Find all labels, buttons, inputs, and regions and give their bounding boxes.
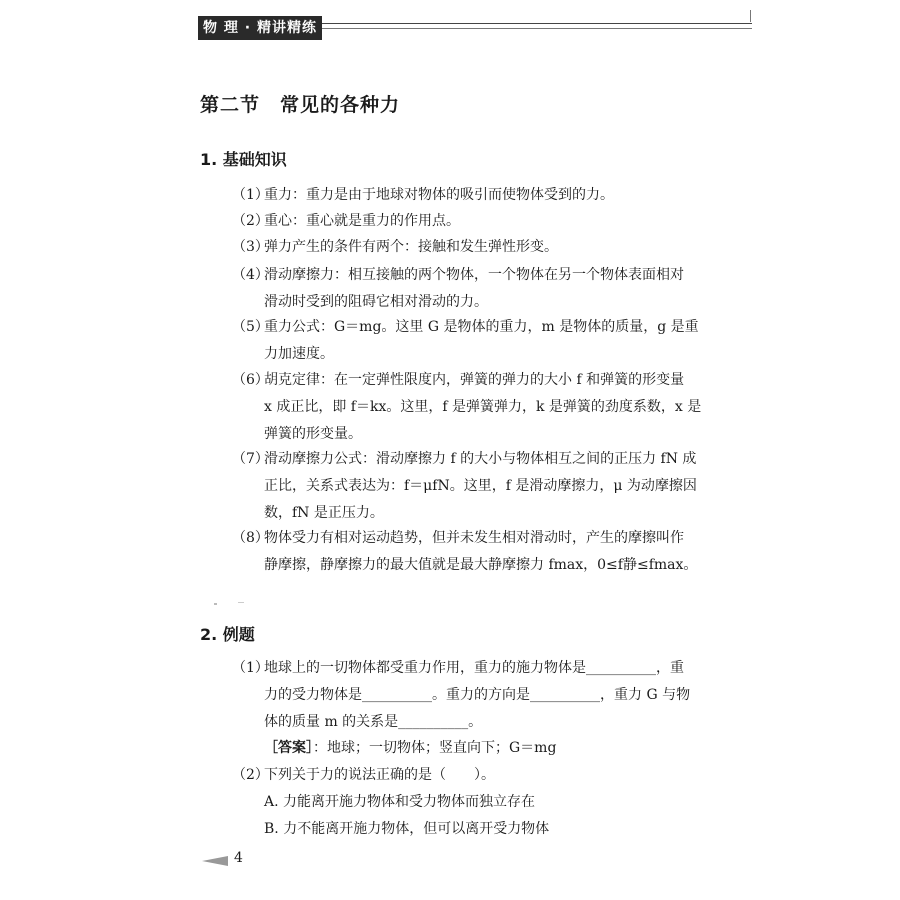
scan-speck	[214, 603, 217, 605]
example-question-1: （1） 地球上的一切物体都受重力作用，重力的施力物体是__________，重 力的受力物体是__________。重力的方向是__________，重力 G 与物 体的质量 m 的关系是__________。	[232, 660, 691, 730]
basics-item-1: （1） 重力：重力是由于地球对物体的吸引而使物体受到的力。	[232, 187, 614, 203]
answer-label: ［答案］	[264, 740, 313, 756]
example-1-answer	[264, 735, 556, 762]
page-number: 4	[234, 850, 243, 866]
basics-item-8: （8） 物体受力有相对运动趋势，但并未发生相对滑动时，产生的摩擦叫作 静摩擦，静摩擦力的最大值就是最大静摩擦力 fmax，0≤f静≤fmax。	[232, 530, 698, 573]
page-marker-icon	[202, 856, 228, 866]
header-rule	[322, 23, 752, 24]
example-2-option-a: A. 力能离开施力物体和受力物体而独立存在	[264, 794, 536, 810]
examples-heading: 2. 例题	[200, 625, 255, 644]
example-question-2: （2） 下列关于力的说法正确的是（ ）。	[232, 767, 495, 783]
example-2-option-b: B. 力不能离开施力物体，但可以离开受力物体	[264, 821, 550, 837]
header-rule-tick	[750, 10, 751, 22]
basics-heading: 1. 基础知识	[200, 150, 287, 169]
basics-item-3: （3） 弹力产生的条件有两个：接触和发生弹性形变。	[232, 239, 558, 255]
basics-item-2: （2） 重心：重心就是重力的作用点。	[232, 213, 460, 229]
basics-item-5: （5） 重力公式：G＝mg。这里 G 是物体的重力，m 是物体的质量，g 是重 力加速度。	[232, 319, 699, 362]
basics-item-6: （6） 胡克定律：在一定弹性限度内，弹簧的弹力的大小 f 和弹簧的形变量 x 成正比，即 f＝kx。这里，f 是弹簧弹力，k 是弹簧的劲度系数，x 是 弹簧的形变量。	[232, 372, 702, 442]
basics-item-7: （7） 滑动摩擦力公式：滑动摩擦力 f 的大小与物体相互之间的正压力 fN 成 正比，关系式表达为：f＝μfN。这里，f 是滑动摩擦力，μ 为动摩擦因 数，fN 是正压力。	[232, 451, 697, 521]
book-header-label: 物 理 · 精讲精练	[198, 16, 322, 40]
basics-item-4: （4） 滑动摩擦力：相互接触的两个物体，一个物体在另一个物体表面相对 滑动时受到的阻碍它相对滑动的力。	[232, 267, 684, 310]
header-rule-thin	[322, 28, 752, 29]
answer-text: ：地球；一切物体；竖直向下；G＝mg	[313, 740, 557, 756]
scan-speck	[238, 602, 244, 603]
section-title: 第二节 常见的各种力	[200, 94, 401, 116]
